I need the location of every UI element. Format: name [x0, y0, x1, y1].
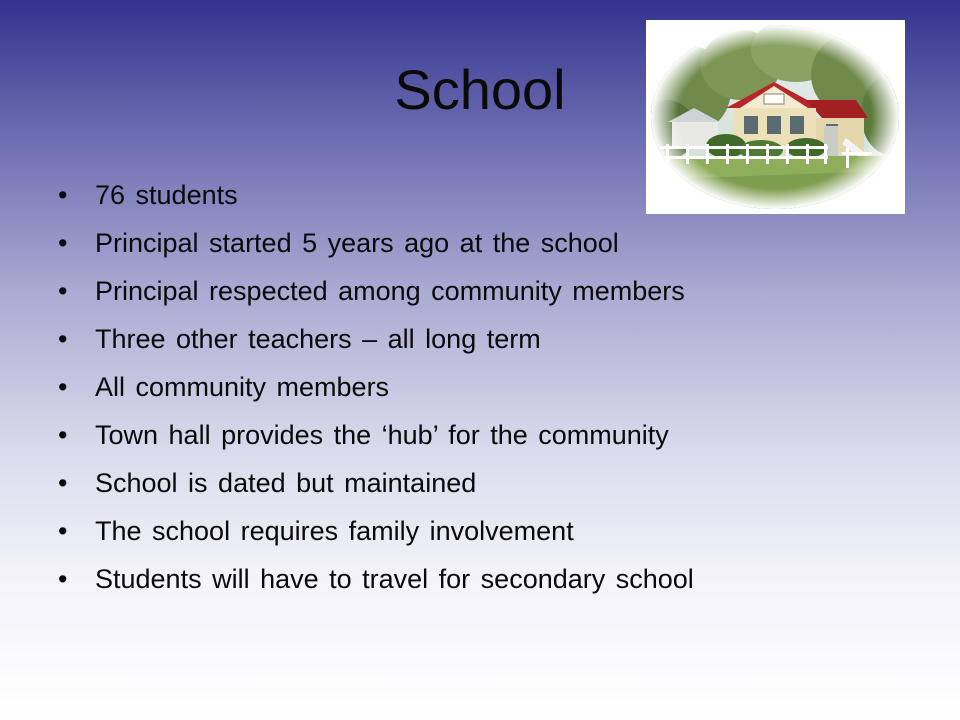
bullet-item	[58, 459, 898, 507]
bullet-icon: •	[58, 516, 68, 546]
bullet-text: Principal started 5 years ago at the school	[95, 228, 619, 258]
bullet-item	[58, 267, 898, 315]
bullet-icon: •	[58, 372, 68, 402]
bullet-item	[58, 555, 898, 603]
bullet-item	[58, 507, 898, 555]
bullet-icon: •	[58, 420, 68, 450]
bullet-item	[58, 363, 898, 411]
bullet-icon: •	[58, 468, 68, 498]
bullet-item	[58, 411, 898, 459]
bullet-text: Three other teachers – all long term	[95, 324, 541, 354]
slide-title: School	[394, 58, 566, 121]
bullet-list	[58, 171, 898, 603]
bullet-text: School is dated but maintained	[95, 468, 477, 498]
bullet-icon: •	[58, 564, 68, 594]
bullet-icon: •	[58, 276, 68, 306]
bullet-text: Students will have to travel for secondary school	[95, 564, 694, 594]
bullet-text: All community members	[95, 372, 390, 402]
bullet-text: Principal respected among community members	[95, 276, 685, 306]
bullet-item	[58, 315, 898, 363]
bullet-icon: •	[58, 324, 68, 354]
bullet-text: The school requires family involvement	[95, 516, 574, 546]
bullet-icon: •	[58, 228, 68, 258]
bullet-item	[58, 171, 898, 219]
bullet-item	[58, 219, 898, 267]
bullet-text: Town hall provides the ‘hub’ for the community	[95, 420, 669, 450]
bullet-text: 76 students	[95, 180, 238, 210]
bullet-icon: •	[58, 180, 68, 210]
